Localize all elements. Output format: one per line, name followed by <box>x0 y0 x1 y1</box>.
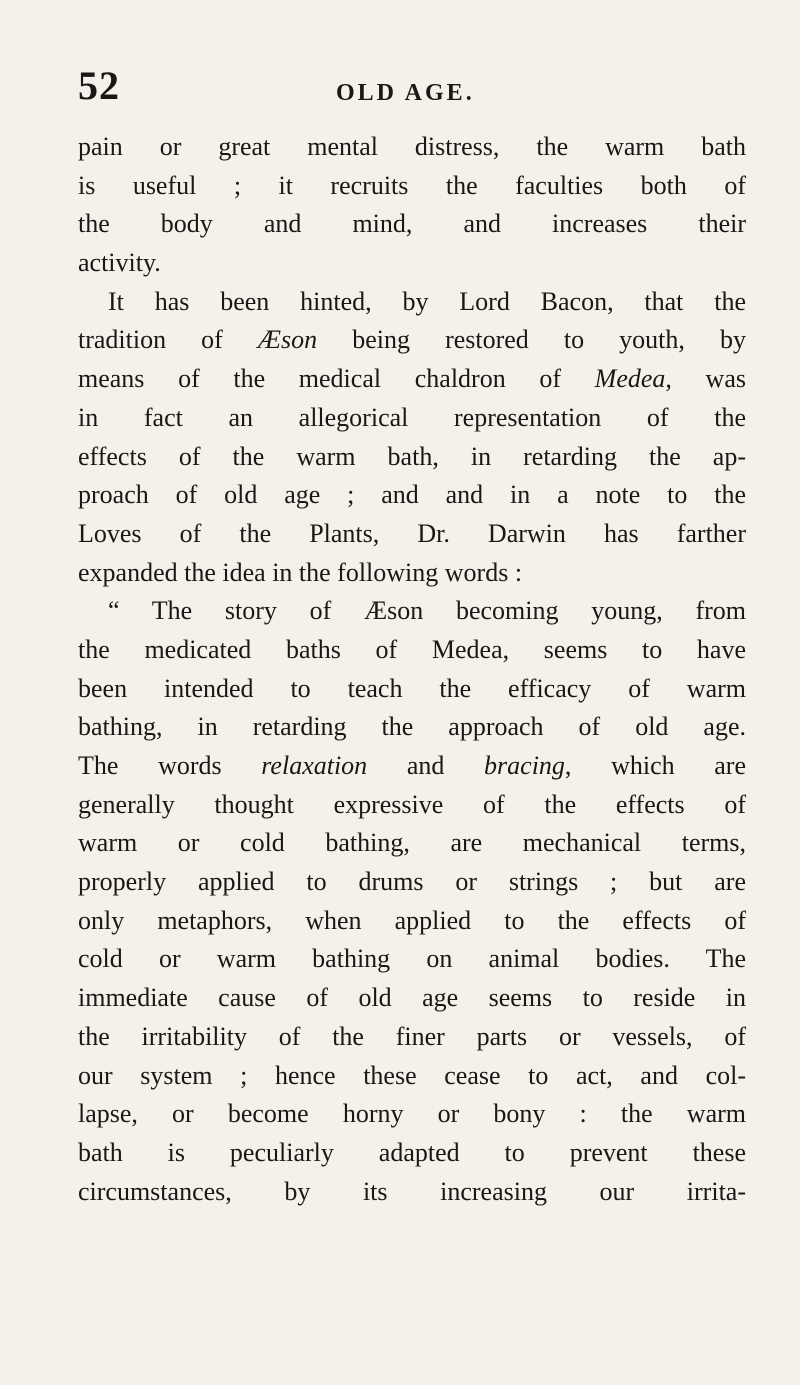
text-segment: in fact an allegorical representation of the <box>78 402 746 432</box>
text-segment: the irritability of the finer parts or vessels, of <box>78 1021 746 1051</box>
text-segment: circumstances, by its increasing our irrita- <box>78 1176 746 1206</box>
text-segment: “ The story of Æson becoming young, from <box>108 596 746 626</box>
text-segment: generally thought expressive of the effects of <box>78 789 746 819</box>
text-line <box>78 1018 746 1057</box>
page-number: 52 <box>78 63 120 108</box>
text-segment: proach of old age ; and and in a note to the <box>78 480 746 510</box>
text-line <box>78 476 746 515</box>
text-segment: our system ; hence these cease to act, and col- <box>78 1060 746 1090</box>
italic-text: Medea <box>594 364 666 394</box>
text-line <box>78 747 746 786</box>
text-line <box>78 592 746 631</box>
text-segment: being restored to youth, by <box>317 325 746 355</box>
text-segment: bathing, in retarding the approach of old age. <box>78 712 746 742</box>
text-line <box>78 167 746 206</box>
text-line <box>78 902 746 941</box>
text-segment: , which are <box>564 751 746 780</box>
text-line <box>78 708 746 747</box>
text-segment: Loves of the Plants, Dr. Darwin has farther <box>78 518 746 548</box>
text-segment: activity. <box>78 248 161 278</box>
text-segment: only metaphors, when applied to the effects of <box>78 905 746 935</box>
text-segment: The words <box>78 751 262 780</box>
text-segment: cold or warm bathing on animal bodies. The <box>78 944 746 974</box>
text-line <box>78 1095 746 1134</box>
text-line <box>78 205 746 244</box>
text-segment: the medicated baths of Medea, seems to have <box>78 634 746 664</box>
text-segment: pain or great mental distress, the warm bath <box>78 132 746 161</box>
italic-text: bracing <box>484 751 565 780</box>
text-line <box>78 554 746 593</box>
text-line <box>78 940 746 979</box>
text-segment: warm or cold bathing, are mechanical terms, <box>78 828 746 858</box>
text-segment: means of the medical chaldron of <box>78 364 595 394</box>
text-segment: expanded the idea in the following words : <box>78 557 523 587</box>
text-line <box>78 1057 746 1096</box>
text-line <box>78 244 746 283</box>
text-line <box>78 979 746 1018</box>
text-line <box>78 438 746 477</box>
text-segment: is useful ; it recruits the faculties both of <box>78 170 746 200</box>
text-segment: lapse, or become horny or bony : the warm <box>78 1099 746 1129</box>
page-header <box>78 62 748 112</box>
text-segment: tradition of <box>78 325 258 355</box>
italic-text: relaxation <box>261 751 368 780</box>
text-segment: properly applied to drums or strings ; but are <box>78 867 746 897</box>
body-text <box>78 128 746 1211</box>
text-line <box>78 360 746 399</box>
text-line <box>78 863 746 902</box>
text-line <box>78 399 746 438</box>
text-line <box>78 824 746 863</box>
text-segment: immediate cause of old age seems to reside in <box>78 983 746 1013</box>
text-segment: and <box>367 751 485 780</box>
text-segment: bath is peculiarly adapted to prevent these <box>78 1137 746 1167</box>
text-segment: been intended to teach the efficacy of warm <box>78 673 746 703</box>
text-line <box>78 321 746 360</box>
running-title: OLD AGE. <box>336 80 475 106</box>
text-line <box>78 515 746 554</box>
text-segment: It has been hinted, by Lord Bacon, that the <box>108 286 746 316</box>
text-line <box>78 631 746 670</box>
text-segment: effects of the warm bath, in retarding the ap- <box>78 441 746 471</box>
italic-text: Æson <box>257 325 318 355</box>
text-segment: , was <box>665 364 746 394</box>
text-segment: the body and mind, and increases their <box>78 209 746 239</box>
text-line <box>78 283 746 322</box>
text-line <box>78 670 746 709</box>
text-line <box>78 128 746 167</box>
text-line <box>78 1173 746 1212</box>
text-line <box>78 786 746 825</box>
text-line <box>78 1134 746 1173</box>
